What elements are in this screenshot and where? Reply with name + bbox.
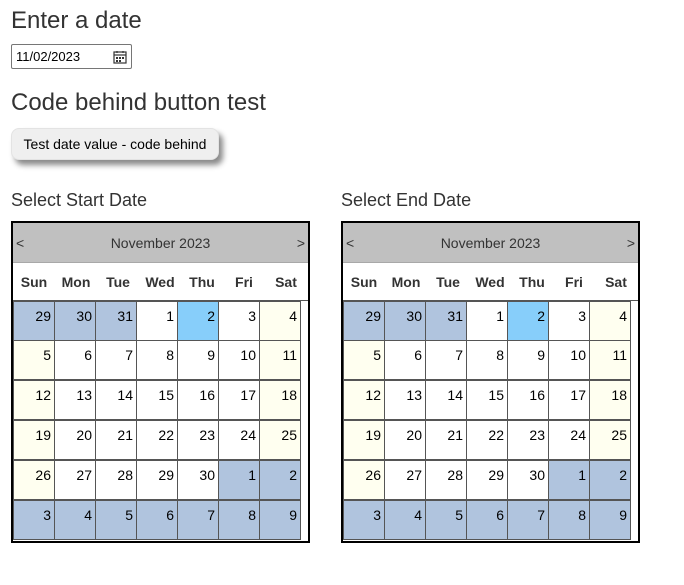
calendar-week-row [13,461,308,501]
calendar-day[interactable]: 3 [218,301,260,341]
calendar-header [13,223,308,263]
calendar-day[interactable]: 4 [589,301,631,341]
weekday-label: Sat [605,274,627,290]
weekday-label: Wed [475,274,505,290]
calendar-day[interactable]: 18 [259,380,301,420]
calendar-day[interactable]: 4 [259,301,301,341]
calendar-day[interactable]: 17 [548,380,590,420]
calendar-day[interactable]: 31 [95,301,137,341]
enter-date-heading: Enter a date [11,7,142,34]
calendar-day[interactable]: 7 [507,500,549,540]
weekday-label: Tue [436,274,460,290]
weekday-label: Thu [189,274,215,290]
calendar-day[interactable]: 31 [425,301,467,341]
calendar-day[interactable]: 22 [136,420,178,460]
calendar-day[interactable]: 21 [425,420,467,460]
calendar-day[interactable]: 3 [13,500,55,540]
weekday-label: Sun [20,274,48,290]
calendar-day[interactable]: 27 [384,460,426,500]
weekday-label: Fri [235,274,253,290]
calendar-day[interactable]: 8 [218,500,260,540]
calendar-day[interactable]: 5 [13,340,55,380]
calendar-day[interactable]: 3 [343,500,385,540]
weekday-label: Sat [275,274,297,290]
calendar-day[interactable]: 7 [425,340,467,380]
calendar-week-row [343,381,638,421]
calendar-day[interactable]: 20 [54,420,96,460]
start-calendar [11,221,310,543]
calendar-day[interactable]: 9 [177,340,219,380]
start-date-label: Select Start Date [11,190,148,210]
calendar-day[interactable]: 30 [384,301,426,341]
calendar-day[interactable]: 1 [466,301,508,341]
calendar-week-row [343,501,638,541]
calendar-day[interactable]: 29 [13,301,55,341]
calendar-day[interactable]: 12 [13,380,55,420]
calendar-week-row [343,421,638,461]
calendar-header [343,223,638,263]
calendar-week-row [13,381,308,421]
end-date-label: Select End Date [341,190,472,210]
calendar-day[interactable]: 9 [259,500,301,540]
calendar-day[interactable]: 30 [177,460,219,500]
calendar-day[interactable]: 19 [13,420,55,460]
calendar-day[interactable]: 4 [384,500,426,540]
calendar-day[interactable]: 13 [54,380,96,420]
calendar-day[interactable]: 17 [218,380,260,420]
calendar-day[interactable]: 26 [13,460,55,500]
calendar-day[interactable]: 24 [218,420,260,460]
calendar-week-row [343,301,638,341]
calendar-day[interactable]: 16 [507,380,549,420]
calendar-day[interactable]: 10 [218,340,260,380]
weekday-label: Tue [106,274,130,290]
prev-month-link[interactable]: < [346,235,355,251]
month-title: November 2023 [440,235,541,251]
calendar-day[interactable]: 8 [466,340,508,380]
calendar-day[interactable]: 11 [589,340,631,380]
calendar-day[interactable]: 9 [589,500,631,540]
weekday-header-row [343,263,638,301]
next-month-link[interactable]: > [296,235,305,251]
month-title: November 2023 [110,235,211,251]
calendar-day[interactable]: 2 [589,460,631,500]
calendar-week-row [343,341,638,381]
calendar-day[interactable]: 8 [136,340,178,380]
calendar-day[interactable]: 9 [507,340,549,380]
calendar-weeks [343,301,638,541]
calendar-day[interactable]: 1 [548,460,590,500]
calendar-week-row [13,301,308,341]
calendar-week-row [13,421,308,461]
weekday-label: Mon [61,274,91,290]
calendar-day[interactable]: 7 [177,500,219,540]
calendar-day[interactable]: 23 [507,420,549,460]
calendar-day[interactable]: 6 [54,340,96,380]
calendar-day[interactable]: 5 [343,340,385,380]
calendar-day[interactable]: 1 [218,460,260,500]
weekday-label: Thu [519,274,545,290]
calendar-weeks [13,301,308,541]
calendar-day[interactable]: 29 [343,301,385,341]
calendar-day[interactable]: 23 [177,420,219,460]
next-month-link[interactable]: > [626,235,635,251]
calendar-day[interactable]: 12 [343,380,385,420]
calendar-day[interactable]: 6 [466,500,508,540]
calendar-day[interactable]: 16 [177,380,219,420]
calendar-day[interactable]: 14 [95,380,137,420]
weekday-label: Mon [391,274,421,290]
end-calendar [341,221,640,543]
test-date-button[interactable]: Test date value - code behind [11,128,219,160]
calendar-day[interactable]: 30 [507,460,549,500]
calendar-day[interactable]: 15 [136,380,178,420]
calendar-day[interactable]: 7 [95,340,137,380]
calendar-day[interactable]: 11 [259,340,301,380]
calendar-day[interactable]: 10 [548,340,590,380]
calendar-day[interactable]: 14 [425,380,467,420]
calendar-day[interactable]: 24 [548,420,590,460]
date-input-value: 11/02/2023 [16,49,81,64]
calendar-day[interactable]: 4 [54,500,96,540]
calendar-week-row [13,501,308,541]
calendar-day[interactable]: 2 [259,460,301,500]
calendar-day[interactable]: 15 [466,380,508,420]
calendar-day[interactable]: 29 [136,460,178,500]
calendar-icon[interactable] [113,50,127,64]
calendar-week-row [343,461,638,501]
date-input[interactable] [11,44,132,69]
calendar-day[interactable]: 6 [384,340,426,380]
calendar-day[interactable]: 29 [466,460,508,500]
calendar-day[interactable]: 30 [54,301,96,341]
calendar-day[interactable]: 25 [589,420,631,460]
weekday-label: Wed [145,274,175,290]
calendar-day[interactable]: 5 [95,500,137,540]
calendar-day[interactable]: 13 [384,380,426,420]
prev-month-link[interactable]: < [16,235,25,251]
calendar-day[interactable]: 1 [136,301,178,341]
calendar-day[interactable]: 8 [548,500,590,540]
calendar-day[interactable]: 3 [548,301,590,341]
calendar-week-row [13,341,308,381]
calendar-day[interactable]: 27 [54,460,96,500]
calendar-day[interactable]: 5 [425,500,467,540]
calendar-day[interactable]: 2 [177,301,219,341]
calendar-day[interactable]: 28 [95,460,137,500]
calendar-day[interactable]: 26 [343,460,385,500]
calendar-day[interactable]: 6 [136,500,178,540]
calendar-day[interactable]: 25 [259,420,301,460]
weekday-header-row [13,263,308,301]
calendar-day[interactable]: 20 [384,420,426,460]
calendar-day[interactable]: 22 [466,420,508,460]
code-behind-heading: Code behind button test [11,89,266,116]
calendar-day[interactable]: 19 [343,420,385,460]
calendar-day[interactable]: 21 [95,420,137,460]
calendar-day[interactable]: 18 [589,380,631,420]
calendar-day[interactable]: 2 [507,301,549,341]
weekday-label: Fri [565,274,583,290]
calendar-day[interactable]: 28 [425,460,467,500]
weekday-label: Sun [350,274,378,290]
